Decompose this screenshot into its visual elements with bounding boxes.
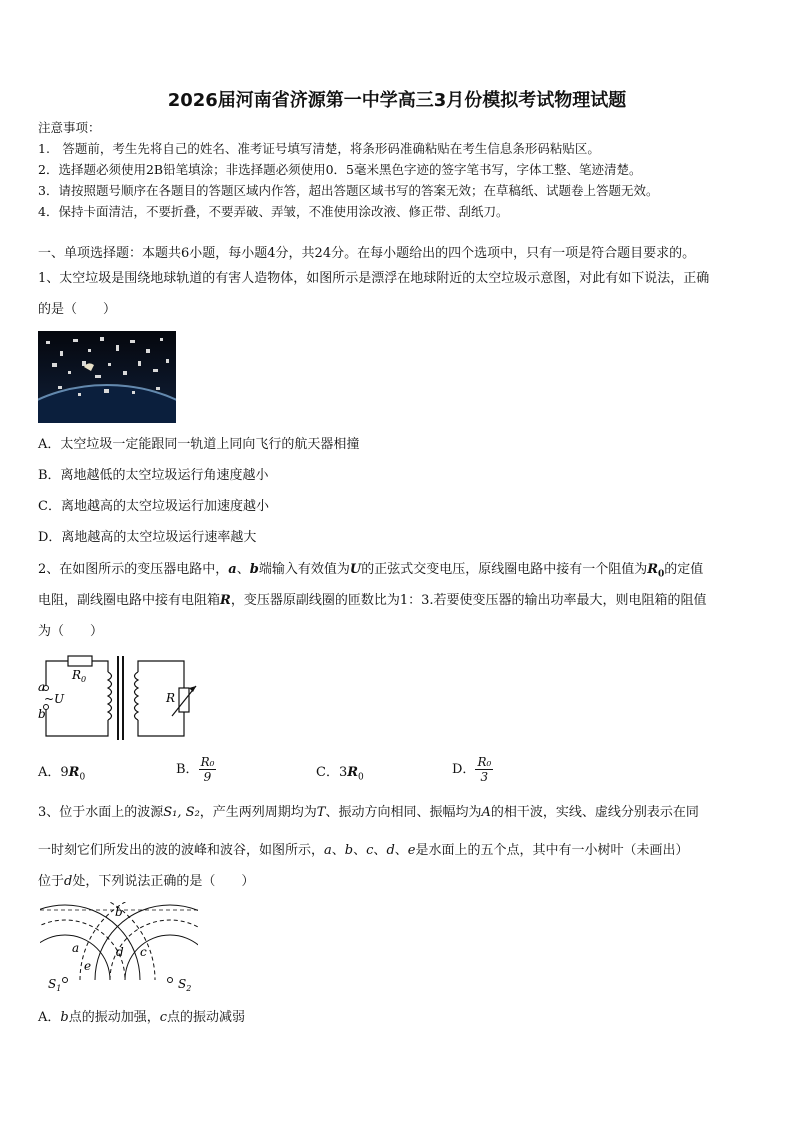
wave-interference-diagram <box>40 902 198 996</box>
q3-option-a: A．b点的振动加强，c点的振动减弱 <box>38 1010 246 1025</box>
q1-option-a: A．太空垃圾一定能跟同一轨道上同向飞行的航天器相撞 <box>38 437 360 452</box>
q2-stem-line2: 电阻，副线圈电路中接有电阻箱R，变压器原副线圈的匝数比为1：3.若要使变压器的输出功率最大，则电阻箱的阻值 <box>38 593 707 608</box>
q3-stem-line2: 一时刻它们所发出的波的波峰和波谷，如图所示，a、b、c、d、e是水面上的五个点，其中有一小树叶（未画出） <box>38 843 689 858</box>
q2-stem-line3: 为（ ） <box>38 624 104 639</box>
wave-svg <box>40 902 198 996</box>
label-s1: $S_1$ <box>48 977 62 993</box>
q1-option-c: C．离地越高的太空垃圾运行加速度越小 <box>38 499 269 514</box>
q1-stem-line1: 1、太空垃圾是围绕地球轨道的有害人造物体，如图所示是漂浮在地球附近的太空垃圾示意图，对此有如下说法，正确 <box>38 271 710 286</box>
circuit-svg <box>38 650 210 746</box>
q1-option-d: D．离地越高的太空垃圾运行速率越大 <box>38 530 257 545</box>
notice-heading: 注意事项： <box>38 120 101 135</box>
q2-stem-line1: 2、在如图所示的变压器电路中，a、b端输入有效值为U的正弦式交变电压，原线圈电路中接有一个阻值为$R_0$的定值 <box>38 562 704 580</box>
label-r0: $R_0$ <box>72 668 87 684</box>
label-a: a <box>38 680 46 694</box>
label-c: c <box>140 945 147 959</box>
space-debris-picture <box>38 331 176 423</box>
label-s2: $S_2$ <box>178 977 192 993</box>
q1-stem-line2: 的是（ ） <box>38 302 117 317</box>
label-e: e <box>84 959 92 973</box>
label-d: d <box>116 945 124 959</box>
label-a: a <box>72 941 80 955</box>
section-heading: 一、单项选择题：本题共6小题，每小题4分，共24分。在每小题给出的四个选项中，只有一项是符合题目要求的。 <box>38 246 696 261</box>
notice-item: 2．选择题必须使用2B铅笔填涂；非选择题必须使用0．5毫米黑色字迹的签字笔书写，字体工整、笔迹清楚。 <box>38 162 642 177</box>
label-r: R <box>166 691 176 705</box>
q1-option-b: B．离地越低的太空垃圾运行角速度越小 <box>38 468 269 483</box>
q2-option-b: B． $\frac{\text{R₀}}{9}$ <box>176 755 215 784</box>
transformer-circuit-diagram <box>38 650 210 746</box>
notice-item: 1. 答题前，考生先将自己的姓名、准考证号填写清楚，将条形码准确粘贴在考生信息条形码粘贴区。 <box>38 141 600 156</box>
label-b: b <box>115 905 123 919</box>
q2-option-d: D． $\frac{\text{R₀}}{3}$ <box>452 755 492 784</box>
label-b: b <box>38 707 46 721</box>
notice-item: 4．保持卡面清洁，不要折叠，不要弄破、弄皱，不准使用涂改液、修正带、刮纸刀。 <box>38 204 509 219</box>
label-u: ~U <box>44 692 65 706</box>
q2-option-c: C．$3R_0$ <box>316 765 364 783</box>
page-title: 2026届河南省济源第一中学高三3月份模拟考试物理试题 <box>167 90 627 111</box>
space-debris-image <box>38 331 176 423</box>
q3-stem-line3: 位于d处，下列说法正确的是（ ） <box>38 874 255 889</box>
q2-option-a: A．$9R_0$ <box>38 765 86 783</box>
notice-item: 3．请按照题号顺序在各题目的答题区域内作答，超出答题区域书写的答案无效；在草稿纸、试题卷上答题无效。 <box>38 183 659 198</box>
q3-stem-line1: 3、位于水面上的波源S₁, S₂，产生两列周期均为T、振动方向相同、振幅均为A的相干波，实线、虚线分别表示在同 <box>38 805 699 820</box>
